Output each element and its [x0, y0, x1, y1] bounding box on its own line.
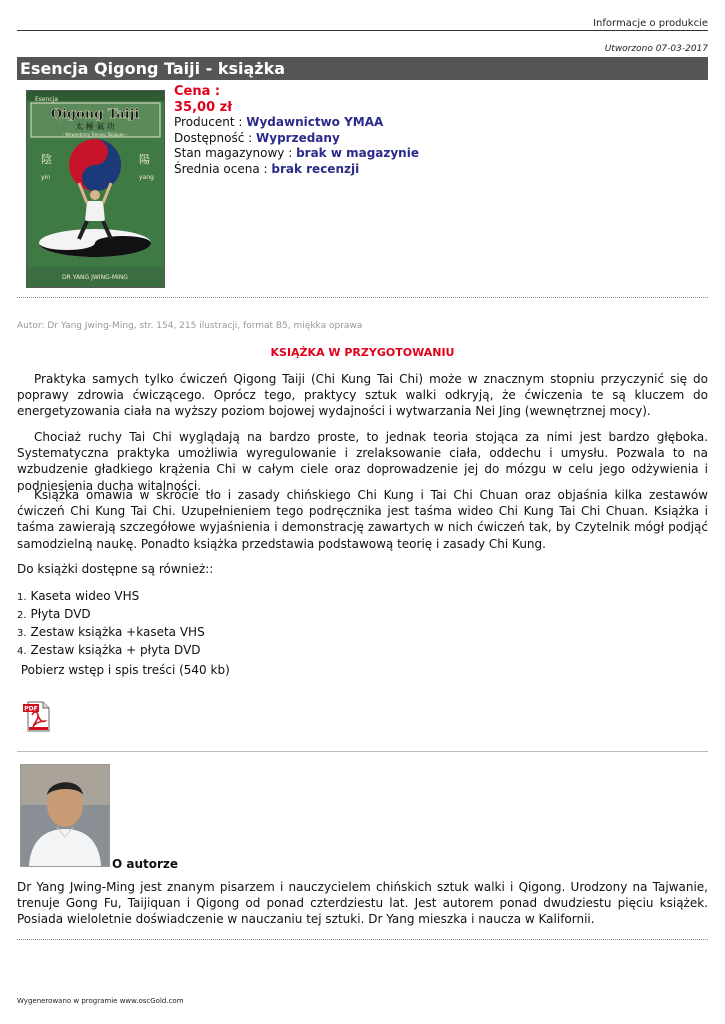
pdf-download-icon[interactable]	[23, 701, 50, 732]
cover-title: Qigong Taiji	[50, 107, 140, 122]
section-label: Informacje o produkcie	[593, 18, 708, 29]
dotted-divider	[17, 939, 708, 940]
availability-label: Dostępność :	[174, 130, 253, 145]
rating-row	[174, 162, 419, 178]
author-photo	[20, 764, 110, 867]
section-divider	[17, 751, 708, 752]
cover-yin-char: 陰	[41, 153, 52, 166]
book-meta: Autor: Dr Yang Jwing-Ming, str. 154, 215 ilustracji, format B5, miękka oprawa	[17, 321, 363, 331]
book-cover-image[interactable]	[26, 90, 165, 288]
description-paragraph: Chociaż ruchy Tai Chi wyglądają na bardzo proste, to jednak teoria stojąca za nimi jest bardzo głęboka. Systematyczna praktyka umożliwia wyregulowanie i zrelaksowanie ciała, oddechu i umysłu. Pozwala to na wzbudzenie gładkiego krążenia Chi w całym ciele oraz doprowadzenie jej do mózgu w celu jego odżywienia i podniesienia ducha witalności.	[17, 430, 708, 493]
price-label: Cena :	[174, 84, 221, 99]
list-item: 3. Zestaw książka +kaseta VHS	[17, 625, 205, 639]
cover-yang-char: 陽	[139, 153, 150, 166]
cover-chinese: 太 極 氣 功	[75, 122, 115, 131]
status-heading: KSIĄŻKA W PRZYGOTOWANIU	[270, 346, 455, 359]
header-divider	[17, 30, 708, 31]
cover-yang-label: yang	[139, 174, 154, 181]
cover-yin-label: yin	[41, 174, 51, 181]
about-author-heading: O autorze	[112, 857, 179, 871]
stock-value: brak w magazynie	[296, 146, 419, 160]
rating-label: Średnia ocena :	[174, 161, 268, 176]
pdf-label: PDF	[24, 705, 38, 713]
dotted-divider	[17, 297, 708, 298]
producer-link[interactable]: Wydawnictwo YMAA	[246, 115, 384, 129]
created-date: Utworzono 07-03-2017	[604, 44, 708, 54]
list-item: 4. Zestaw książka + płyta DVD	[17, 643, 201, 657]
stock-label: Stan magazynowy :	[174, 146, 293, 160]
cover-author: DR YANG JWING-MING	[62, 274, 128, 281]
footer-text: Wygenerowano w programie www.oscGold.com	[17, 997, 184, 1005]
description-paragraph: Książka omawia w skrócie tło i zasady chińskiego Chi Kung i Tai Chi Chuan oraz objaśnia kilka zestawów ćwiczeń Chi Kung Tai Chi. Uzupełnieniem tego podręcznika jest taśma wideo Chi Kung Tai Chi Chuan. Książka i taśma zawierają szczegółowe wyjaśnienia i demonstrację zawartych w nich ćwiczeń tak, by Czytelnik mógł podjąć samodzielną naukę. Ponadto książka przedstawia podstawową teorię i zasady Chi Kung.	[17, 488, 708, 551]
list-item: 2. Płyta DVD	[17, 607, 91, 621]
product-info	[174, 84, 419, 177]
author-bio: Dr Yang Jwing-Ming jest znanym pisarzem i nauczycielem chińskich sztuk walki i Qigong. Urodzony na Tajwanie, trenuje Gong Fu, Taijiquan i Qigong od ponad czterdziestu lat. Jest autorem ponad dwudziestu pięciu książek. Posiada wieloletnie doświadczenie w nauczaniu tej sztuki. Dr Yang mieszka i naucza w Kalifornii.	[17, 880, 708, 927]
cover-art	[27, 91, 164, 287]
producer-row	[174, 115, 419, 131]
stock-row	[174, 146, 419, 162]
also-available-label: Do książki dostępne są również::	[17, 562, 214, 576]
description-paragraph: Praktyka samych tylko ćwiczeń Qigong Taiji (Chi Kung Tai Chi) może w znacznym stopniu przyczynić się do poprawy zdrowia ćwiczącego. Oprócz tego, praktycy sztuk walki odkryją, że ćwiczenia te są kluczem do energetyzowania ciała na wyższy poziom bojowej wydajności i wytwarzania Nei Jing (wewnętrznej mocy).	[17, 372, 708, 419]
related-products-list	[17, 588, 205, 660]
availability-row	[174, 131, 419, 147]
download-link[interactable]: Pobierz wstęp i spis treści (540 kb)	[17, 663, 230, 677]
list-item: 1. Kaseta wideo VHS	[17, 589, 140, 603]
price-value: 35,00 zł	[174, 99, 233, 115]
product-title: Esencja Qigong Taiji - książka	[17, 57, 708, 80]
rating-value[interactable]: brak recenzji	[271, 161, 360, 176]
producer-label: Producent :	[174, 115, 243, 129]
cover-subtitle: - Wewnętrzny Trening Taijiquan -	[62, 132, 128, 137]
cover-top-text: Esencja	[35, 96, 59, 103]
availability-value: Wyprzedany	[256, 130, 340, 145]
